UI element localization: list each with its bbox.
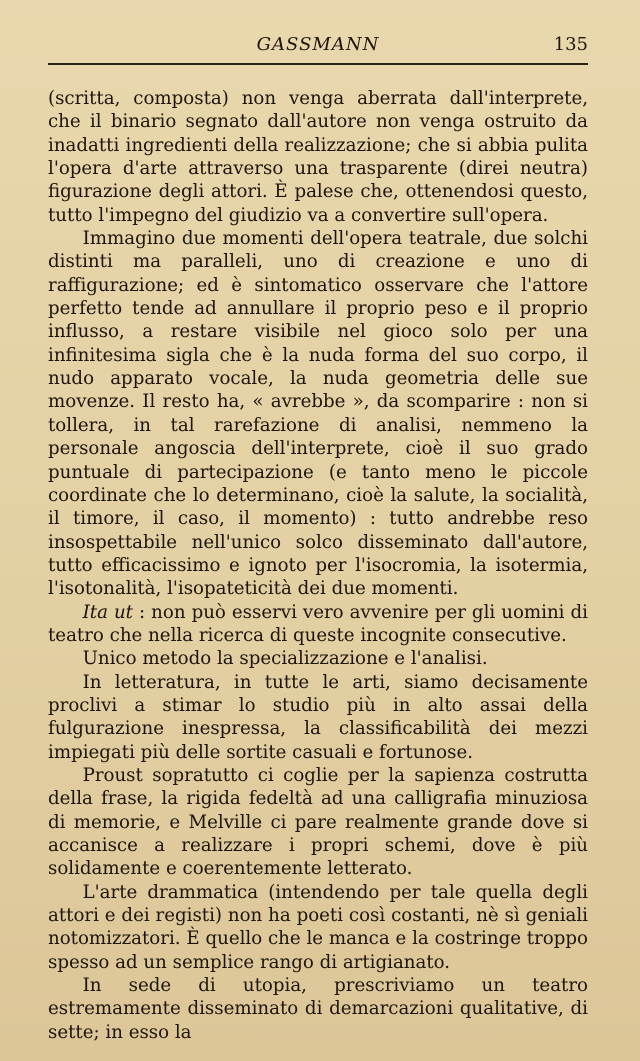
paragraph-text: : non può esservi vero avvenire per gli uomini di teatro che nella ricerca di queste incognite consecutive. [48,601,588,646]
italic-lead: Ita ut [82,601,133,623]
paragraph [48,764,588,881]
paragraph [48,227,588,601]
paragraph [48,974,588,1044]
paragraph [48,647,588,670]
body-text [48,87,588,1044]
paragraph-text: In letteratura, in tutte le arti, siamo decisamente proclivi a stimar lo studio più in alto assai della fulgurazione inespressa, la classificabilità dei mezzi impiegati più delle sortite casuali e fortunose. [48,671,588,763]
paragraph-text: (scritta, composta) non venga aberrata dall'interprete, che il binario segnato dall'autore non venga ostruito da inadatti ingredienti della realizzazione; che si abbia pulita l'opera d'arte attraverso una trasparente (direi neutra) figurazione degli attori. È palese che, ottenendosi questo, tutto l'impegno del giudizio va a convertire sull'opera. [48,88,588,226]
paragraph-text: Unico metodo la specializzazione e l'analisi. [82,648,488,670]
header-rule [48,63,588,65]
paragraph [48,601,588,648]
paragraph [48,87,588,227]
running-head: GASSMANN [256,34,380,55]
paragraph-text: Proust sopratutto ci coglie per la sapienza costrutta della frase, la rigida fedeltà ad una calligrafia minuziosa di memorie, e Melville ci pare realmente grande dove si accanisce a realizzare i propri schemi, dove è più solidamente e coerentemente letterato. [48,764,588,880]
paragraph-text: L'arte drammatica (intendendo per tale quella degli attori e dei registi) non ha poeti così costanti, nè sì geniali notomizzatori. È quello che le manca e la costringe troppo spesso ad un semplice rango di artigianato. [48,881,588,973]
paragraph-text: In sede di utopia, prescriviamo un teatro estremamente disseminato di demarcazioni qualitative, di sette; in esso la [48,975,588,1043]
page-header [48,34,588,62]
paragraph [48,881,588,974]
paragraph [48,671,588,764]
paragraph-text: Immagino due momenti dell'opera teatrale, due solchi distinti ma paralleli, uno di creazione e uno di raffigurazione; ed è sintomatico osservare che l'attore perfetto tende ad annullare il proprio peso e il proprio influsso, a restare visibile nel gioco solo per una infinitesima sigla che è la nuda forma del suo corpo, il nudo apparato vocale, la nuda geometria delle sue movenze. Il resto ha, « avrebbe », da scomparire : non si tollera, in tal rarefazione di analisi, nemmeno la personale angoscia dell'interprete, cioè il suo grado puntuale di partecipazione (e tanto meno le piccole coordinate che lo determinano, cioè la salute, la socialità, il timore, il caso, il momento) : tutto andrebbe reso insospettabile nell'unico solco disseminato dall'autore, tutto efficacissimo e ignoto per l'isocromia, la isotermia, l'isotonalità, l'isopateticità dei due momenti. [48,228,588,600]
page-number: 135 [553,34,588,55]
